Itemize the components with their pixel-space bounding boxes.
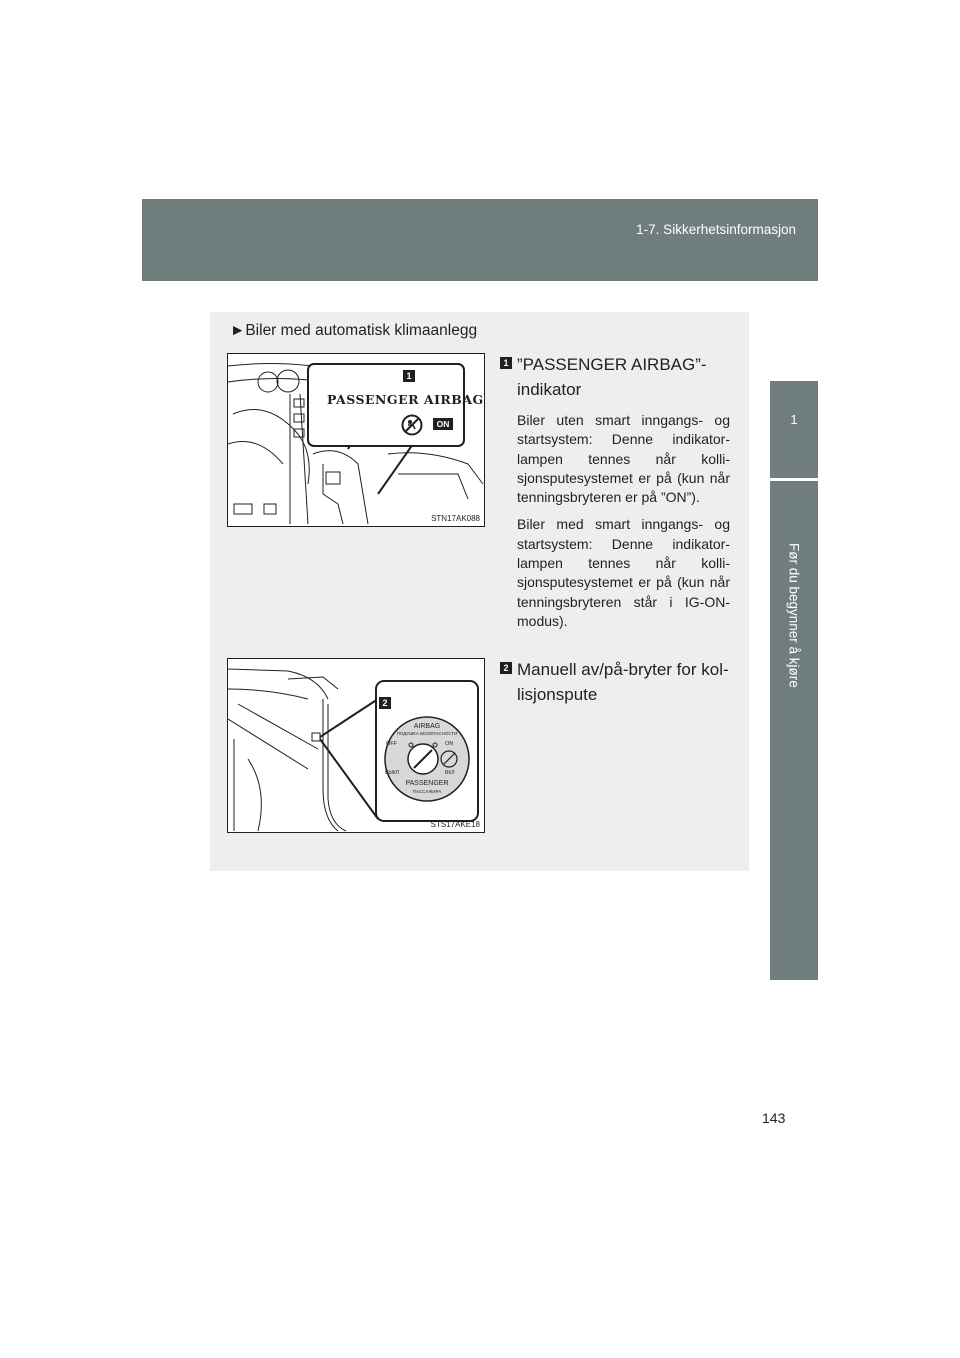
on-switch-label: ON	[445, 741, 454, 747]
item-1-block	[500, 352, 730, 631]
section-title: 1-7. Sikkerhetsinformasjon	[636, 222, 796, 237]
item-1-paragraph-1: Biler uten smart inngangs- og startsystem: Denne indikatorlampen tennes når kollisjonsputesystemet er på (kun når tenningsbryteren er på ”ON”).	[517, 412, 730, 506]
chapter-number-tab[interactable]	[770, 381, 818, 478]
off-label-ru: ВЫКЛ	[385, 770, 399, 776]
content-panel	[210, 312, 749, 871]
item-2-title: Manuell av/på-bryter for kollisjonspute	[517, 660, 729, 704]
airbag-off-icon	[401, 414, 423, 436]
figure-code: STS17AKE18	[430, 820, 480, 829]
callout-number-2: 2	[379, 697, 391, 709]
switch-title: AIRBAG	[413, 723, 441, 730]
header-bar	[142, 199, 818, 281]
figure-code: STN17AK088	[431, 514, 480, 523]
item-number-badge: 2	[500, 662, 512, 674]
section-heading: ►Biler med automatisk klimaanlegg	[230, 322, 478, 339]
dashboard-illustration	[227, 353, 485, 527]
passenger-label: PASSENGER	[405, 780, 449, 787]
chapter-number: 1	[790, 412, 798, 427]
airbag-switch-illustration	[227, 658, 485, 833]
chapter-title: Før du begynner å kjøre	[786, 543, 802, 688]
on-switch-label-ru: ВКЛ	[445, 770, 455, 776]
callout-number-1: 1	[403, 370, 415, 382]
passenger-airbag-label: PASSENGER AIRBAG	[327, 392, 484, 407]
on-label: ON	[433, 418, 453, 430]
item-1-title: ”PASSENGER AIRBAG”-indikator	[517, 355, 707, 399]
off-label: OFF	[386, 741, 397, 747]
item-1-paragraph-2: Biler med smart inngangs- og startsystem: Denne indikatorlampen tennes når kollisjonsputesystemet er på (kun når tenningsbryteren står i IG-ON-modus).	[517, 516, 730, 629]
item-2-block	[500, 657, 730, 707]
switch-title-ru: ПОДУШКА БЕЗОПАСНОСТИ	[396, 731, 458, 736]
dashboard-drawing	[228, 354, 484, 526]
chapter-title-tab[interactable]	[770, 481, 818, 980]
item-number-badge: 1	[500, 357, 512, 369]
page-number: 143	[762, 1110, 786, 1126]
passenger-label-ru: ПАССАЖИРА	[412, 789, 442, 794]
